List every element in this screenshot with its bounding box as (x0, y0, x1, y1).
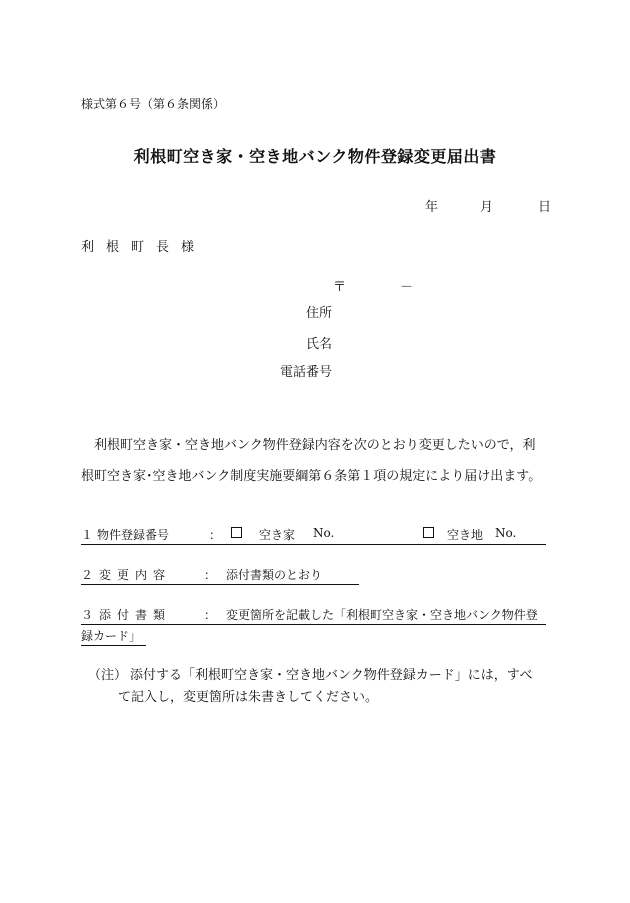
item-3-colon: ： (204, 608, 217, 622)
item-2-label: 変更内容 (99, 568, 172, 582)
item-1-colon: ： (209, 528, 222, 542)
vacant-house-no-label: No. (313, 526, 335, 540)
item-1-label: 物件登録番号 (97, 528, 170, 542)
document-title: 利根町空き家・空き地バンク物件登録変更届出書 (133, 147, 497, 166)
vacant-land-no-label: No. (495, 526, 517, 540)
note-block (88, 665, 532, 709)
note-tag: （注） (88, 668, 128, 683)
vacant-house-label: 空き家 (259, 528, 296, 542)
item-2-value: 添付書類のとおり (226, 568, 323, 582)
vacant-land-label: 空き地 (447, 528, 484, 542)
item-change-content (81, 566, 359, 585)
date-month-label: 月 (480, 200, 494, 215)
request-statement (81, 430, 551, 492)
item-attachments (81, 606, 546, 625)
postal-dash: － (400, 280, 414, 295)
vacant-house-checkbox[interactable] (231, 527, 242, 538)
date-line (425, 196, 551, 215)
form-number: 様式第６号（第６条関係） (81, 97, 226, 111)
vacant-land-checkbox[interactable] (423, 527, 434, 538)
item-3-label: 添付書類 (99, 608, 172, 622)
item-2-colon: ： (204, 568, 217, 582)
item-2-number: ２ (81, 568, 94, 582)
item-1-number: １ (81, 528, 94, 542)
item-3-value-line-1: 変更箇所を記載した「利根町空き家・空き地バンク物件登 (226, 608, 538, 622)
note-line-2: て記入し，変更箇所は朱書きしてください。 (118, 690, 379, 705)
name-label: 氏名 (306, 337, 333, 352)
request-statement-line-1: 利根町空き家・空き地バンク物件登録内容を次のとおり変更したいので，利 (94, 438, 536, 453)
note-line-1: 添付する「利根町空き家・空き地バンク物件登録カード」には，すべ (130, 668, 533, 683)
item-property-number (81, 526, 546, 545)
item-3-number: ３ (81, 608, 94, 622)
item-3-value-line-2: 録カード」 (81, 627, 146, 646)
date-day-label: 日 (538, 200, 552, 215)
date-year-label: 年 (425, 200, 439, 215)
postal-mark: 〒 (333, 280, 347, 295)
address-label: 住所 (306, 306, 333, 321)
request-statement-line-2: 根町空き家･空き地バンク制度実施要綱第６条第１項の規定により届け出ます。 (81, 469, 542, 484)
addressee: 利根町長様 (81, 240, 207, 255)
phone-label: 電話番号 (280, 365, 333, 380)
